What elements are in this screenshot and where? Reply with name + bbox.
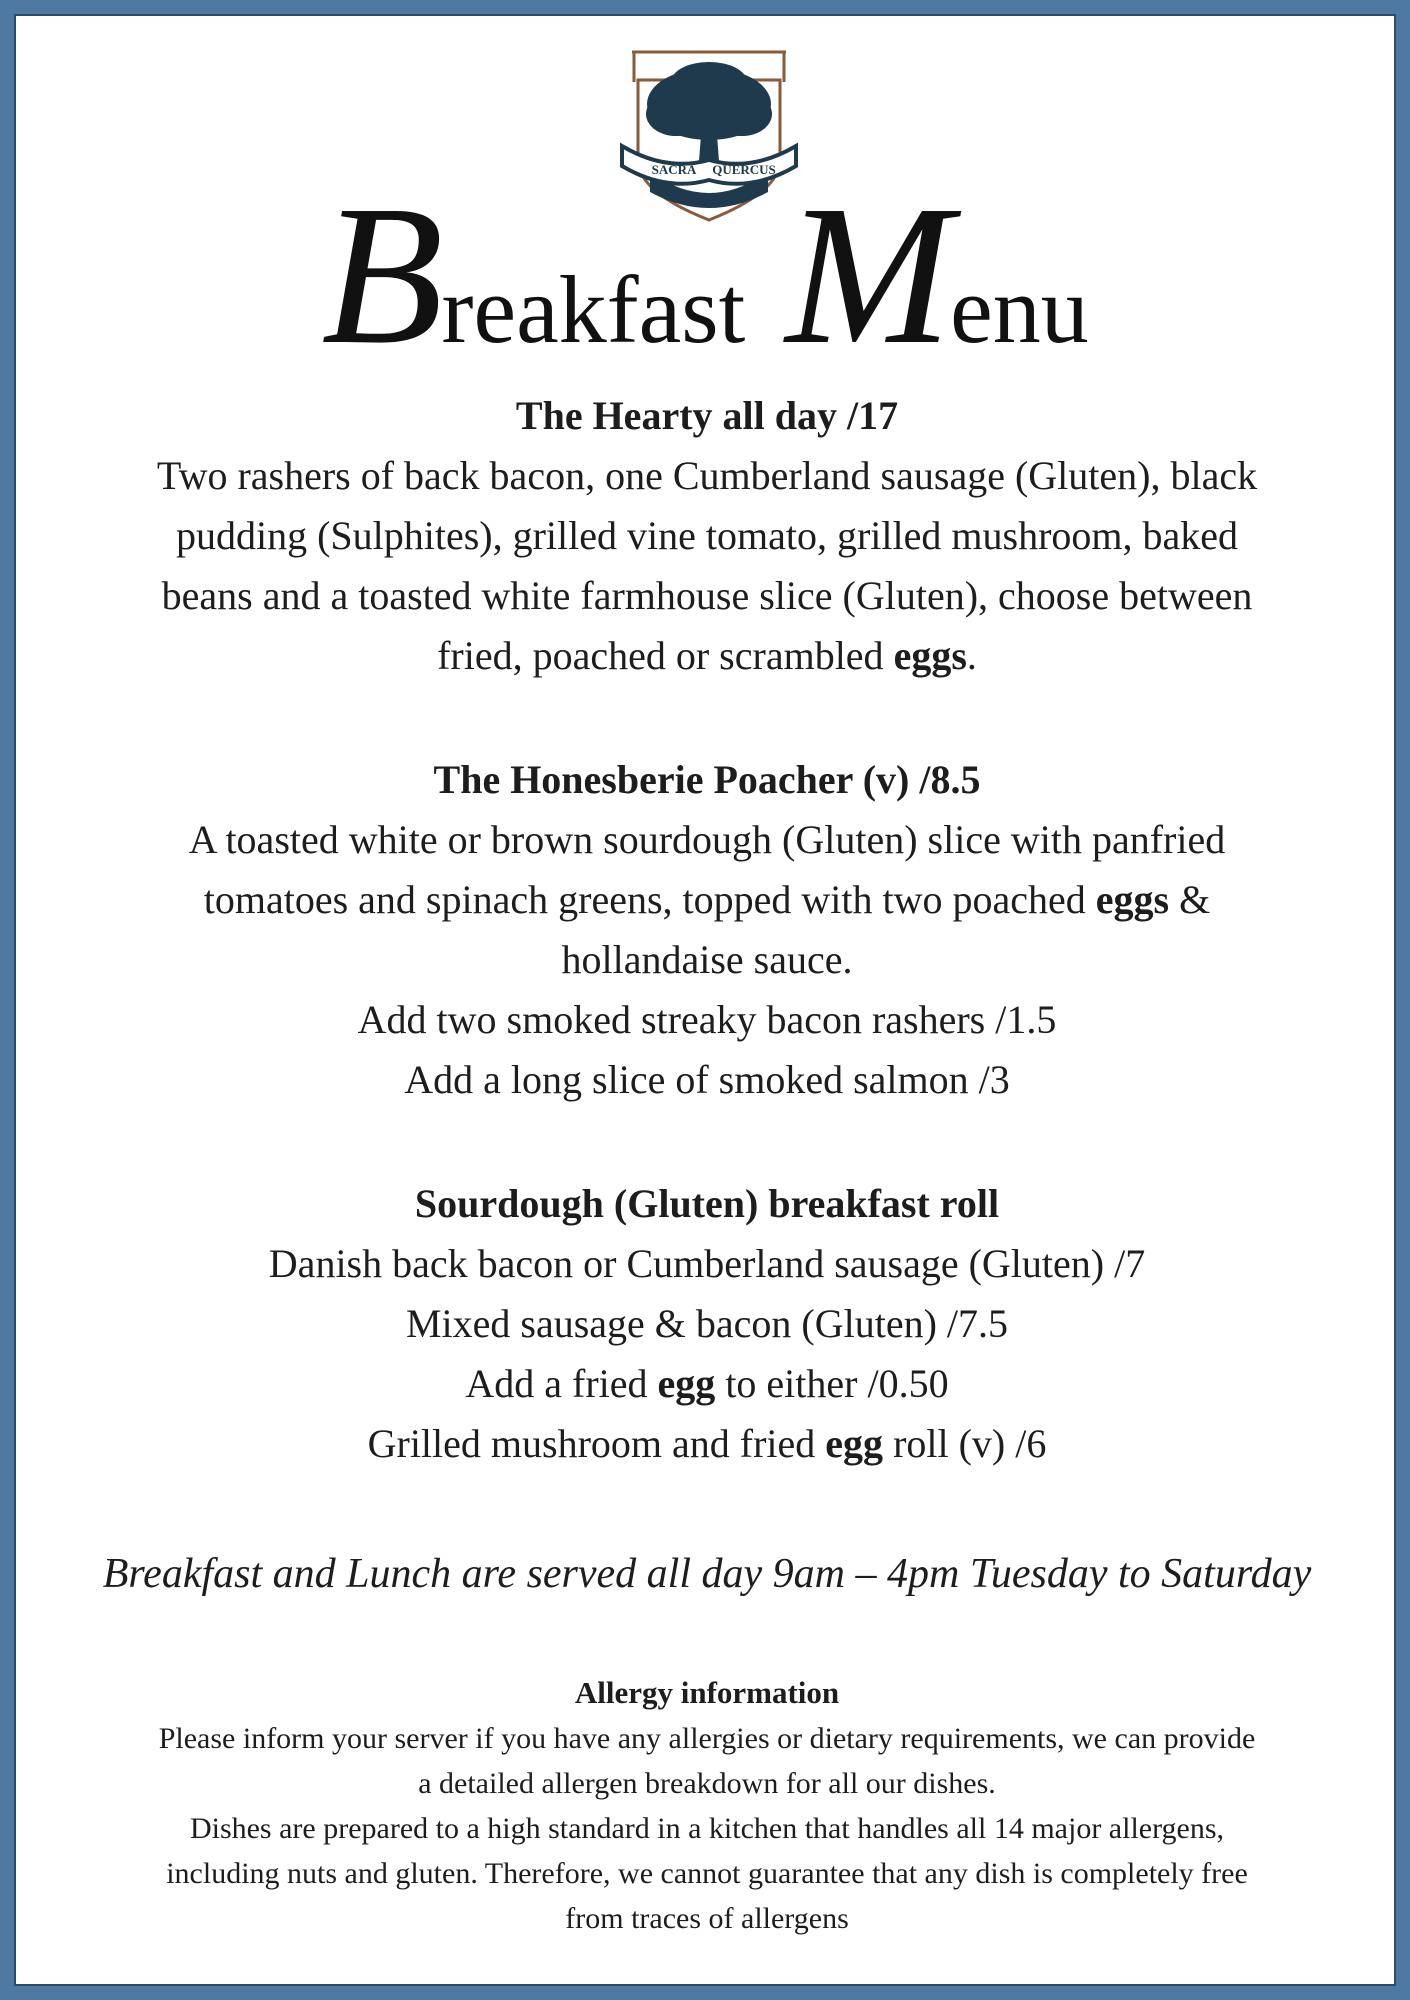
allergy-line: including nuts and gluten. Therefore, we cannot guarantee that any dish is completely free: [166, 1857, 1248, 1890]
item-line-text: Grilled mushroom and fried: [367, 1421, 816, 1466]
allergy-info: [36, 1670, 1378, 1941]
menu-item-breakfast-roll: [56, 1174, 1358, 1474]
allergen-egg: egg: [657, 1361, 716, 1406]
item-line-text: Add a fried: [465, 1361, 648, 1406]
title-second-cap: M: [785, 165, 951, 386]
logo-left-text: SACRA: [651, 162, 697, 177]
item-extra: Add two smoked streaky bacon rashers /1.5: [357, 997, 1057, 1042]
item-name: Sourdough (Gluten) breakfast roll: [414, 1181, 1000, 1226]
item-desc-line: [56, 626, 1358, 686]
item-line: [56, 1414, 1358, 1474]
allergen-eggs: eggs: [1095, 877, 1170, 922]
item-line-text: to either /0.50: [725, 1361, 949, 1406]
title-second-rest: enu: [950, 256, 1089, 363]
allergy-line: a detailed allergen breakdown for all our dishes.: [418, 1767, 996, 1800]
item-desc-line: beans and a toasted white farmhouse slice (Gluten), choose between: [161, 573, 1253, 618]
item-line: [56, 1354, 1358, 1414]
allergy-line: from traces of allergens: [565, 1902, 849, 1935]
allergy-title: Allergy information: [574, 1675, 840, 1710]
item-desc-line: [56, 870, 1358, 930]
allergy-line: Please inform your server if you have any allergies or dietary requirements, we can provide: [158, 1722, 1256, 1755]
logo-right-text: QUERCUS: [712, 162, 776, 177]
item-desc-tail: .: [966, 633, 977, 678]
item-line-text: roll (v) /6: [893, 1421, 1047, 1466]
item-desc-line: Two rashers of back bacon, one Cumberland sausage (Gluten), black: [156, 453, 1258, 498]
item-desc-line: A toasted white or brown sourdough (Gluten) slice with panfried: [188, 817, 1226, 862]
item-desc-text: &: [1179, 877, 1211, 922]
item-name: The Honesberie Poacher (v) /8.5: [433, 757, 981, 802]
item-line: Danish back bacon or Cumberland sausage (Gluten) /7: [268, 1241, 1146, 1286]
menu-page: [14, 14, 1396, 1986]
menu-item-poacher: [56, 750, 1358, 1110]
item-desc-text: fried, poached or scrambled: [437, 633, 884, 678]
item-name: The Hearty all day /17: [515, 393, 899, 438]
allergy-line: Dishes are prepared to a high standard in a kitchen that handles all 14 major allergens,: [189, 1812, 1225, 1845]
item-desc-line: hollandaise sauce.: [561, 937, 853, 982]
service-hours: Breakfast and Lunch are served all day 9am – 4pm Tuesday to Saturday: [102, 1551, 1312, 1597]
item-extra: Add a long slice of smoked salmon /3: [404, 1057, 1010, 1102]
title-first-rest: reakfast: [441, 256, 746, 363]
title-first-cap: B: [321, 165, 442, 386]
allergen-egg: egg: [825, 1421, 884, 1466]
item-line: Mixed sausage & bacon (Gluten) /7.5: [405, 1301, 1009, 1346]
item-desc-line: pudding (Sulphites), grilled vine tomato, grilled mushroom, baked: [175, 513, 1239, 558]
allergen-eggs: eggs: [893, 633, 967, 678]
menu-item-hearty: [56, 386, 1358, 686]
item-desc-text: tomatoes and spinach greens, topped with two poached: [203, 877, 1086, 922]
